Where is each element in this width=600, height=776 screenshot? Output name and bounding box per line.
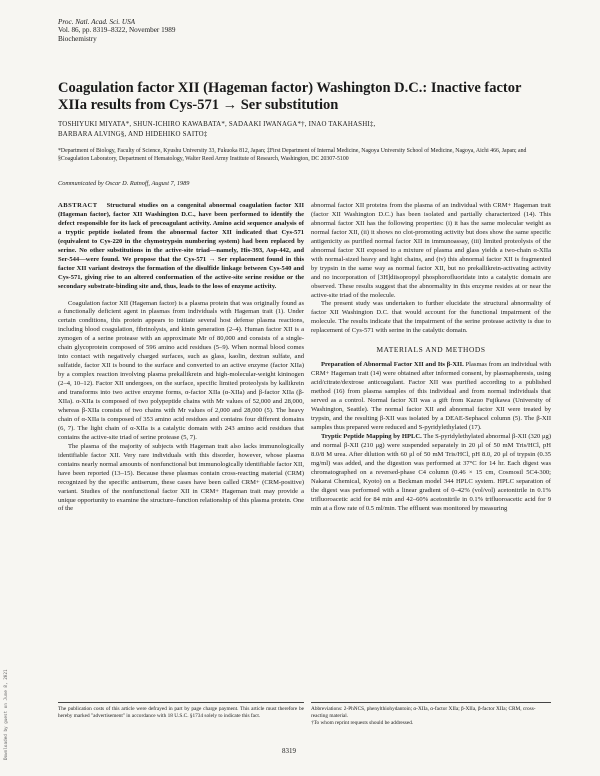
abstract-label: ABSTRACT bbox=[58, 202, 98, 209]
author-line-2: BARBARA ALVING§, AND HIDEHIKO SAITO‡ bbox=[58, 131, 208, 138]
methods-text-2: The S-pyridylethylated abnormal β-XII (320 μg) and normal β-XII (210 μg) were suspended separately in 20 μl of 50 mM Tris/HCl, pH 8.0/8 M urea. After dilution with 60 μl of 50 mM Tris/HCl, pH 8.0, 20 μl of trypsin (0.35 mg/ml) was added, and the digestion was performed at 37°C for 14 hr. Each digest was chromatographed on a reversed-phase C4 column (0.46 × 15 cm, Cosmosil 5C4-300; Nakarai Chemical, Kyoto) on a Beckman model 344 HPLC system. HPLC separation of the digest was performed with a linear gradient of 0–42% (vol/vol) acetonitrile in 0.1% trifluoroacetic acid for 84 min and 42–60% acetonitrile in 0.1% trifluoroacetic acid for 9 min at a flow rate of 0.5 ml/min. The effluent was monitored by measuring bbox=[311, 432, 551, 512]
section-heading-methods: MATERIALS AND METHODS bbox=[376, 345, 486, 355]
journal-section: Biochemistry bbox=[58, 34, 97, 43]
methods-runin-1: Preparation of Abnormal Factor XII and Its β-XII. bbox=[321, 361, 464, 369]
intro-paragraph-3: abnormal factor XII proteins from the plasma of an individual with CRM+ Hageman trait (factor XII Washington D.C.) has been isolated and partially characterized (14). This abnormal factor XII has the following properties: (i) it has the same molecular weight as normal factor XII, (ii) it shows no clot-promoting activity but does show the same specific antigenicity as purified normal factor XII in immunoassay, (iii) limited proteolysis of the abnormal factor XII exposed to a mixture of plasma and glass yields a two-chain α-XIIa with normal-sized heavy and light chains, and (iv) this abnormal factor XII is fragmented by trypsin in the same way as normal factor XII, but no prekallikrein-activating activity and no incorporation of [3H]diisopropyl phosphorofluoridate into a catalytic domain are observed. These results suggest that the abnormality in this enzyme resides at or near the active-site triad of the molecule. bbox=[311, 202, 551, 299]
abstract bbox=[58, 202, 304, 292]
methods-text-1: Plasmas from an individual with CRM+ Hageman trait (14) were obtained after informed consent, by plasmapheresis, using acid/citrate/dextrose anticoagulant. Factor XII was purified according to a published method (16) from plasma samples of this individual and from normal individuals that served as a control. Normal factor XII was a gift from Kazuo Fujikawa (University of Washington, Seattle). The normal factor XII and abnormal factor XII were treated by trypsin, and the resulting β-XII was isolated by a DEAE-Sephacel column (5). The β-XII samples thus prepared were reduced and S-pyridylethylated (17). bbox=[311, 361, 551, 431]
affiliations: *Department of Biology, Faculty of Science, Kyushu University 33, Fukuoka 812, Japan; ‡First Department of Internal Medicine, Nagoya University School of Medicine, Nagoya, Aichi 466, Japan; and §Coagulation Laboratory, Department of Hematology, Walter Reed Army Institute of Research, Washington, DC 20307-5100 bbox=[58, 148, 527, 162]
page-number: 8319 bbox=[282, 747, 296, 755]
reprint-note: †To whom reprint requests should be addressed. bbox=[311, 719, 414, 726]
journal-volume: Vol. 86, pp. 8319–8322, November 1989 bbox=[58, 26, 176, 35]
footnotes-right bbox=[311, 706, 551, 726]
footnote-rule-left bbox=[58, 702, 304, 703]
download-watermark: Downloaded by guest on June 8, 2021 bbox=[4, 669, 9, 760]
intro-paragraph-1: Coagulation factor XII (Hageman factor) is a plasma protein that was originally found as a functionally deficient agent in plasmas from individuals with Hageman trait (1). Under certain conditions, this protein appears to initiate several host defense plasma reactions, including blood coagulation, fibrinolysis, and kinin generation (2–4). Human factor XII is a zymogen of a serine protease with an approximate Mr of 80,000 and consists of a single-chain glycoprotein composed of 596 amino acid residues (5–9). When normal blood comes into contact with negatively charged surfaces, such as glass, kaolin, dextran sulfate, and sulfatide, factor XII is bound to the surface and converted to an active enzyme (factor XIIa) by a complex reaction involving plasma prekallikrein and high-molecular-weight kininogen (2–4, 10–12). Factor XII undergoes, on the surface, specific limited proteolysis by kallikrein and transforms into two active enzyme forms, α-factor XIIa (α-XIIa) and β-factor XIIa (β-XIIa). α-XIIa is composed of two polypeptide chains with Mr values of 52,000 and 28,000, whereas β-XIIa consists of two chains with Mr values of 2,000 and 28,000 (5). The heavy chain of α-XIIa is composed of 353 amino acid residues and contains four different domains (6, 7). The light chain of α-XIIa is a catalytic domain with 243 amino acid residues that contains the active-site triad of serine protease (5, 7). bbox=[58, 299, 304, 441]
author-line-1: TOSHIYUKI MIYATA*, SHUN-ICHIRO KAWABATA*, SADAAKI IWANAGA*†, INAO TAKAHASHI‡, bbox=[58, 121, 376, 128]
author-list bbox=[58, 120, 548, 140]
article-title: Coagulation factor XII (Hageman factor) Washington D.C.: Inactive factor XIIa results from Cys-571 → Ser substitution bbox=[58, 80, 522, 113]
communicated-by: Communicated by Oscar D. Ratnoff, August 7, 1989 bbox=[58, 180, 190, 187]
journal-header bbox=[58, 18, 175, 43]
footnote-rule-right bbox=[311, 702, 551, 703]
right-column bbox=[311, 202, 551, 513]
publication-cost-note: The publication costs of this article were defrayed in part by page charge payment. This article must therefore be hereby marked "advertisement" in accordance with 18 U.S.C. §1734 solely to indicate this fact. bbox=[58, 706, 304, 719]
methods-runin-2: Tryptic Peptide Mapping by HPLC. bbox=[321, 432, 422, 440]
abbreviations-note: Abbreviations: 2-PhNCS, phenylthiohydantoin; α-XIIa, α-factor XIIa; β-XIIa, β-factor XIIa; CRM, cross-reacting material. bbox=[311, 706, 536, 719]
intro-paragraph-4: The present study was undertaken to further elucidate the structural abnormality of factor XII Washington D.C. that would account for the functional impairment of the molecule. The results indicate that the impairment of the serine protease activity is due to replacement of Cys-571 with serine in the catalytic domain. bbox=[311, 300, 551, 335]
intro-paragraph-2: The plasma of the majority of subjects with Hageman trait also lacks immunologically identifiable factor XII. Very rare individuals with this disorder, however, whose plasma contains nearly normal amounts of nonfunctional but immunologically identifiable factor XII, have been reported (13–15). Because these plasmas contain cross-reacting material (CRM) recognized by the specific antiserum, these cases have been called CRM+ (CRM-positive) variant. Studies of the nonfunctional factor XII in CRM+ Hageman trait may provide a unique opportunity to examine the structure–function relationship of this plasma protein. One of the bbox=[58, 442, 304, 513]
left-column bbox=[58, 202, 304, 514]
methods-paragraph-2 bbox=[311, 433, 551, 514]
journal-name: Proc. Natl. Acad. Sci. USA bbox=[58, 18, 136, 26]
abstract-text: Structural studies on a congenital abnormal coagulation factor XII (Hageman factor), factor XII Washington D.C., have been performed to identify the defect responsible for its lack of procoagulant activity. Amino acid sequence analysis of a tryptic peptide isolated from the abnormal factor XII indicated that Cys-571 (equivalent to Cys-220 in the chymotrypsin numbering system) had been replaced by serine. No other substitutions in the active-site triad—namely, His-393, Asp-442, and Ser-544—were found. We propose that the Cys-571 → Ser replacement found in this factor XII variant destroys the formation of the disulfide linkage between Cys-540 and Cys-571, giving rise to an altered conformation of the active-site serine residue or the secondary substrate-binding site and, thus, leads to the loss of enzyme activity. bbox=[58, 202, 304, 290]
methods-paragraph-1 bbox=[311, 361, 551, 433]
